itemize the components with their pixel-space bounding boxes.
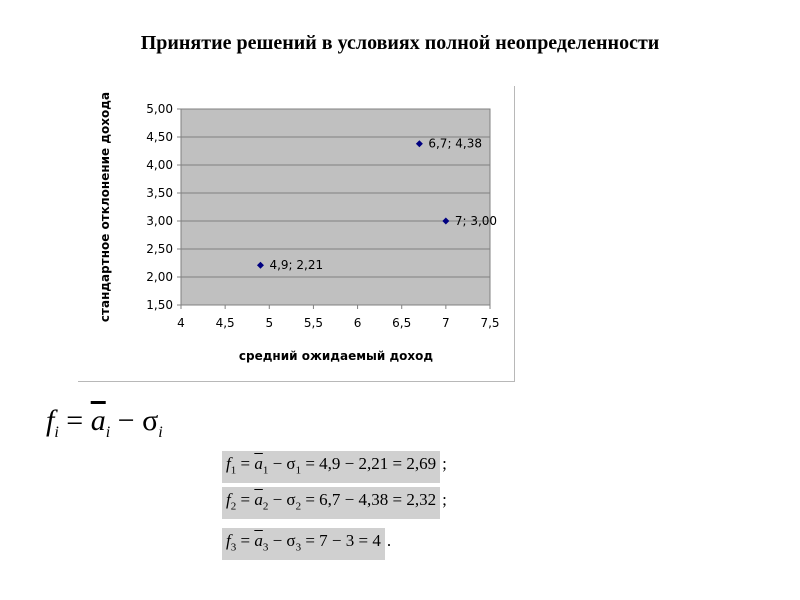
x-tick-label: 7,5 bbox=[480, 316, 500, 330]
x-tick-label: 7 bbox=[442, 316, 450, 330]
data-label: 7; 3,00 bbox=[454, 214, 498, 228]
formula-i: i bbox=[54, 424, 59, 441]
formula-a-index: i bbox=[105, 424, 111, 441]
x-axis-title: средний ожидаемый доход bbox=[238, 349, 434, 363]
calc-sigma-index: 1 bbox=[295, 464, 302, 477]
calc-sigma: σ bbox=[286, 531, 296, 550]
x-tick-label: 4 bbox=[177, 316, 185, 330]
formula-sigma: σ bbox=[142, 404, 159, 437]
calc-minus: − bbox=[268, 454, 287, 473]
calc-f: f bbox=[226, 531, 231, 550]
data-label: 6,7; 4,38 bbox=[428, 136, 483, 151]
calc-a-bar: $\overline{a}$ bbox=[254, 531, 263, 550]
calc-eq: = bbox=[236, 531, 255, 550]
formula-eq: = bbox=[58, 404, 91, 437]
calc-eq: = bbox=[236, 490, 255, 509]
calc-sigma-index: 2 bbox=[295, 500, 302, 513]
calc-minus: − bbox=[268, 531, 287, 550]
calc-line-2 bbox=[222, 487, 447, 519]
y-tick-label: 1,50 bbox=[146, 298, 173, 312]
calc-rhs: = 6,7 − 4,38 = 2,32 bbox=[301, 490, 437, 509]
formula-sigma-index: i bbox=[158, 424, 163, 441]
calc-a-index: 2 bbox=[262, 500, 269, 513]
data-label: 4,9; 2,21 bbox=[269, 258, 324, 273]
calc-terminator: ; bbox=[442, 490, 447, 509]
y-axis-title: стандартное отклонение дохода bbox=[98, 91, 112, 323]
y-tick-label: 4,50 bbox=[146, 130, 173, 144]
y-tick-label: 3,00 bbox=[146, 214, 173, 228]
chart-frame bbox=[78, 86, 515, 382]
calc-f-index: 3 bbox=[230, 541, 237, 554]
calc-a-index: 3 bbox=[262, 541, 269, 554]
calc-f: f bbox=[226, 490, 231, 509]
x-tick-label: 4,5 bbox=[215, 316, 235, 330]
formula-general bbox=[46, 404, 163, 442]
scatter-chart bbox=[78, 86, 515, 382]
calc-rhs: = 7 − 3 = 4 bbox=[301, 531, 381, 550]
calc-sigma: σ bbox=[286, 454, 296, 473]
calc-line-1 bbox=[222, 451, 447, 483]
calc-terminator: . bbox=[386, 531, 392, 550]
x-tick-label: 6,5 bbox=[392, 316, 412, 330]
y-tick-label: 2,00 bbox=[146, 270, 173, 284]
calc-minus: − bbox=[268, 490, 287, 509]
y-tick-label: 2,50 bbox=[146, 242, 173, 256]
formula-f: f bbox=[46, 404, 55, 437]
calc-terminator: ; bbox=[442, 454, 447, 473]
calc-a-index: 1 bbox=[262, 464, 269, 477]
calc-sigma-index: 3 bbox=[295, 541, 302, 554]
x-tick-label: 6 bbox=[353, 316, 362, 330]
calc-a-bar: $\overline{a}$ bbox=[254, 490, 263, 509]
calc-rhs: = 4,9 − 2,21 = 2,69 bbox=[301, 454, 437, 473]
calc-f-index: 2 bbox=[230, 500, 237, 513]
calc-eq: = bbox=[236, 454, 255, 473]
y-tick-label: 5,00 bbox=[146, 102, 173, 116]
formula-a-bar: $\overline{a}$ bbox=[90, 404, 106, 437]
x-tick-label: 5 bbox=[265, 316, 274, 330]
calc-a-bar: $\overline{a}$ bbox=[254, 454, 263, 473]
calc-f-index: 1 bbox=[230, 464, 237, 477]
x-tick-labels bbox=[177, 316, 499, 330]
calc-f: f bbox=[226, 454, 231, 473]
formula-minus: − bbox=[110, 404, 143, 437]
x-tick-label: 5,5 bbox=[303, 316, 323, 330]
y-tick-label: 4,00 bbox=[146, 158, 173, 172]
y-tick-label: 3,50 bbox=[146, 186, 173, 200]
y-tick-labels bbox=[146, 102, 173, 312]
calc-sigma: σ bbox=[286, 490, 296, 509]
slide-title: Принятие решений в условиях полной неопределенности bbox=[140, 32, 660, 54]
calc-line-3 bbox=[222, 528, 391, 560]
